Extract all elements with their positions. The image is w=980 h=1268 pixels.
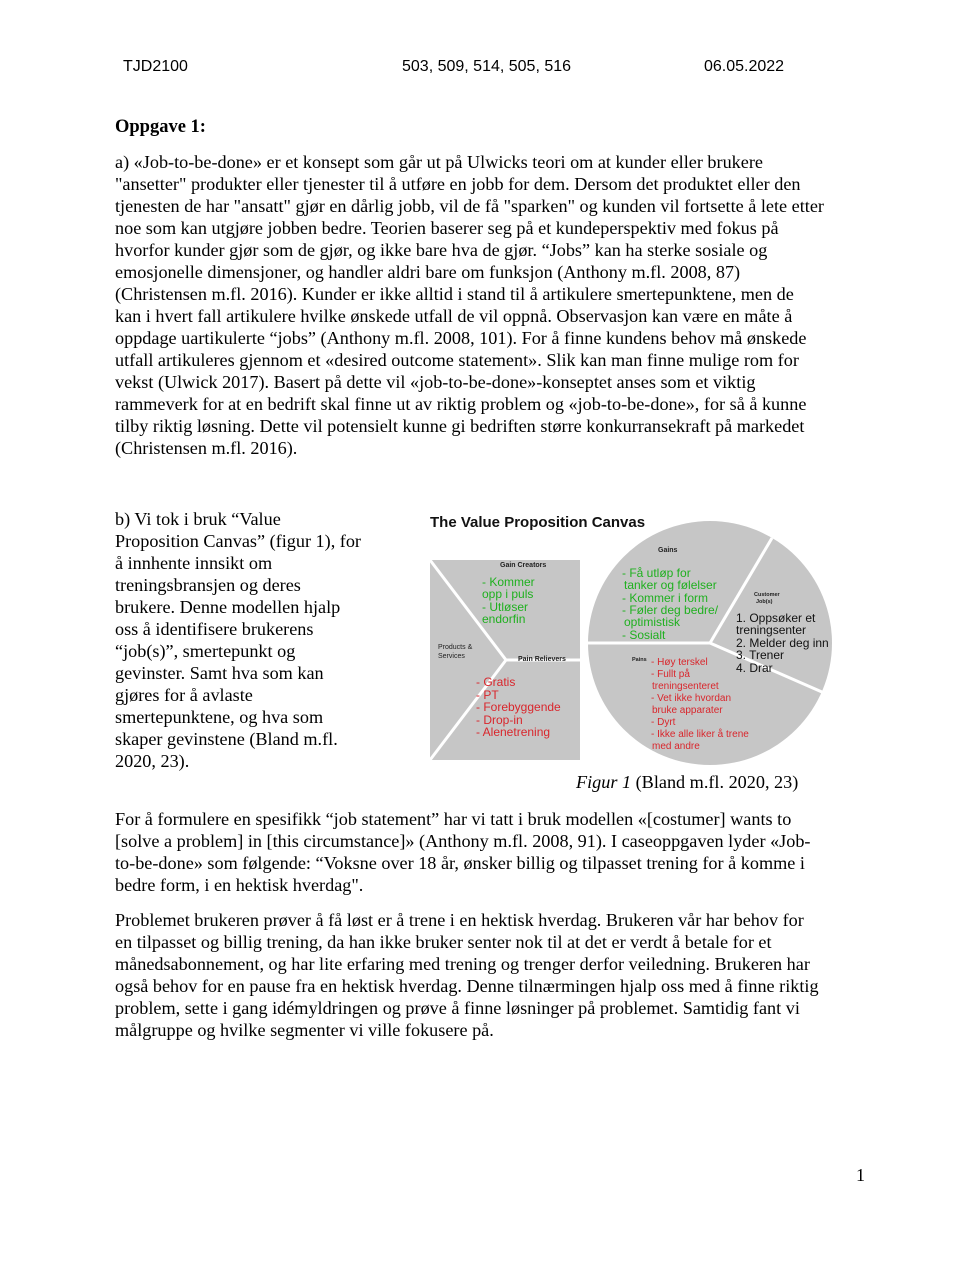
gain-creators-title: Gain Creators	[500, 562, 547, 569]
gains-title: Gains	[658, 547, 678, 554]
text-line: tjenesten de har "ansatt" gjør en dårlig jobb, vil de få "sparken" og kunden vil fortsette å lete etter	[115, 196, 824, 216]
paragraph-b	[115, 508, 400, 772]
text-line: Proposition Canvas” (figur 1), for	[115, 531, 361, 551]
text-line: Problemet brukeren prøver å få løst er å trene i en hektisk hverdag. Brukeren vår har behov for	[115, 910, 804, 930]
customer-job-item: 2. Melder deg inn	[736, 636, 829, 650]
text-line: (Christensen m.fl. 2016). Kunder er ikke alltid i stand til å artikulere smertepunktene, men de	[115, 284, 794, 304]
text-line: smertepunktene, og hva som	[115, 707, 324, 727]
gain-creator-item: endorfin	[482, 612, 526, 626]
pain-item: - Vet ikke hvordan	[651, 693, 732, 704]
header-course: TJD2100	[123, 58, 188, 75]
products-services-label: Products &	[438, 644, 473, 651]
header-date: 06.05.2022	[704, 58, 785, 75]
text-line: utfall artikuleres gjennom et «desired outcome statement». Slik kan man finne mulige rom for	[115, 350, 799, 370]
text-line: gevinster. Samt hva som kan	[115, 663, 324, 683]
text-line: to-be-done» som følgende: “Voksne over 18 år, ønsker billig og tilpasset trening for å komme i	[115, 853, 805, 873]
pain-relievers-title: Pain Relievers	[518, 656, 566, 663]
pains-title: Pains	[632, 657, 647, 663]
products-services-label: Services	[438, 653, 465, 660]
caption-source: (Bland m.fl. 2020, 23)	[635, 772, 799, 792]
pain-item: - Høy terskel	[651, 657, 708, 668]
gain-item: - Sosialt	[622, 628, 666, 642]
text-line: For å formulere en spesifikk “job statement” har vi tatt i bruk modellen «[costumer] wants to	[115, 809, 792, 829]
text-line: [solve a problem] in [this circumstance]» (Anthony m.fl. 2008, 91). I caseoppgaven lyder «Job-	[115, 831, 811, 851]
figure-title: The Value Proposition Canvas	[430, 514, 646, 531]
paragraph-c	[115, 808, 811, 896]
text-line: brukere. Denne modellen hjalp	[115, 597, 341, 617]
customer-job-item: 4. Drar	[736, 661, 773, 675]
customer-job-item: treningsenter	[736, 623, 807, 637]
text-line: emosjonelle dimensjoner, og handler aldri bare om funksjon (Anthony m.fl. 2008, 87)	[115, 262, 741, 282]
text-line: tilby riktig løsning. Dette vil potensielt kunne gi bedriften større konkurransekraft på markedet	[115, 416, 805, 436]
text-line: "ansetter" produkter eller tjenester til å utføre en jobb for dem. Dersom det produktet eller den	[115, 174, 801, 194]
text-line: å innhente innsikt om	[115, 553, 273, 573]
text-line: også behov for en pause fra en hektisk hverdag. Denne tilnærmingen hjalp oss med å finne riktig	[115, 976, 819, 996]
pain-reliever-item: - Gratis	[476, 675, 516, 689]
figure-caption	[576, 772, 798, 793]
customer-jobs-title: Customer	[754, 592, 780, 598]
pain-item: treningsenteret	[652, 681, 719, 692]
caption-label: Figur 1	[576, 772, 632, 792]
text-line: problem, sette i gang idémyldringen og prøve å finne løsninger på problemet. Samtidig fant vi	[115, 998, 800, 1018]
gain-item: - Føler deg bedre/	[622, 603, 719, 617]
customer-jobs-title: Job(s)	[756, 599, 773, 605]
gain-creator-item: opp i puls	[482, 587, 534, 601]
text-line: 2020, 23).	[115, 751, 190, 771]
customer-job-item: 1. Oppsøker et	[736, 611, 816, 625]
pain-reliever-item: - PT	[476, 688, 499, 702]
text-line: skaper gevinstene (Bland m.fl.	[115, 729, 338, 749]
pain-item: - Fullt på	[651, 669, 690, 680]
pain-item: - Dyrt	[651, 717, 676, 728]
text-line: (Christensen m.fl. 2016).	[115, 438, 298, 458]
text-line: b) Vi tok i bruk “Value	[115, 509, 281, 529]
gain-item: tanker og følelser	[624, 578, 717, 592]
page-number: 1	[856, 1165, 865, 1185]
pain-reliever-item: - Drop-in	[476, 713, 523, 727]
paragraph-d	[115, 909, 819, 1041]
pain-reliever-item: - Forebyggende	[476, 700, 561, 714]
text-line: hvorfor kunder gjør som de gjør, og ikke bare hva de gjør. “Jobs” kan ha sterke sosiale og	[115, 240, 768, 260]
text-line: kan i hvert fall artikulere hvilke ønskede utfall de vil oppnå. Observasjon kan være en måte å	[115, 306, 793, 326]
pain-item: med andre	[652, 741, 700, 752]
text-line: noe som kan utgjøre jobben bedre. Teorien baserer seg på et kundeperspektiv med fokus på	[115, 218, 779, 238]
text-line: gjøres for å avlaste	[115, 685, 253, 705]
text-line: målgruppe og hvilke segmenter vi ville fokusere på.	[115, 1020, 494, 1040]
text-line: rammeverk for at en bedrift skal finne ut av riktig problem og «job-to-be-done», for så å kunne	[115, 394, 807, 414]
gain-item: - Kommer i form	[622, 591, 709, 605]
gain-creator-item: - Utløser	[482, 600, 528, 614]
customer-job-item: 3. Trener	[736, 648, 785, 662]
gain-creator-item: - Kommer	[482, 575, 535, 589]
text-line: a) «Job-to-be-done» er et konsept som går ut på Ulwicks teori om at kunder eller brukere	[115, 152, 763, 172]
text-line: bedre form, i en hektisk hverdag".	[115, 875, 364, 895]
pain-item: - Ikke alle liker å trene	[651, 729, 749, 740]
text-line: oppdage uartikulerte “jobs” (Anthony m.fl. 2008, 101). For å finne kundens behov må ønskede	[115, 328, 807, 348]
text-line: treningsbransjen og deres	[115, 575, 301, 595]
pain-item: bruke apparater	[652, 705, 723, 716]
paragraph-a	[115, 151, 824, 459]
text-line: “job(s)”, smertepunkt og	[115, 641, 296, 661]
text-line: oss å identifisere brukerens	[115, 619, 314, 639]
text-line: vekst (Ulwick 2017). Basert på dette vil «job-to-be-done»-konseptet anses som et viktig	[115, 372, 756, 392]
text-line: en tilpasset og billig trening, da han ikke bruker senter nok til at det er verdt å betale for et	[115, 932, 772, 952]
section-heading: Oppgave 1:	[115, 117, 206, 137]
header-candidates: 503, 509, 514, 505, 516	[402, 58, 572, 75]
gain-item: - Få utløp for	[622, 566, 691, 580]
pain-reliever-item: - Alenetrening	[476, 725, 551, 739]
gain-item: optimistisk	[624, 615, 681, 629]
value-proposition-canvas-figure	[424, 508, 844, 768]
text-line: månedsabonnement, og har lite erfaring med trening og trenger derfor veiledning. Brukeren har	[115, 954, 810, 974]
